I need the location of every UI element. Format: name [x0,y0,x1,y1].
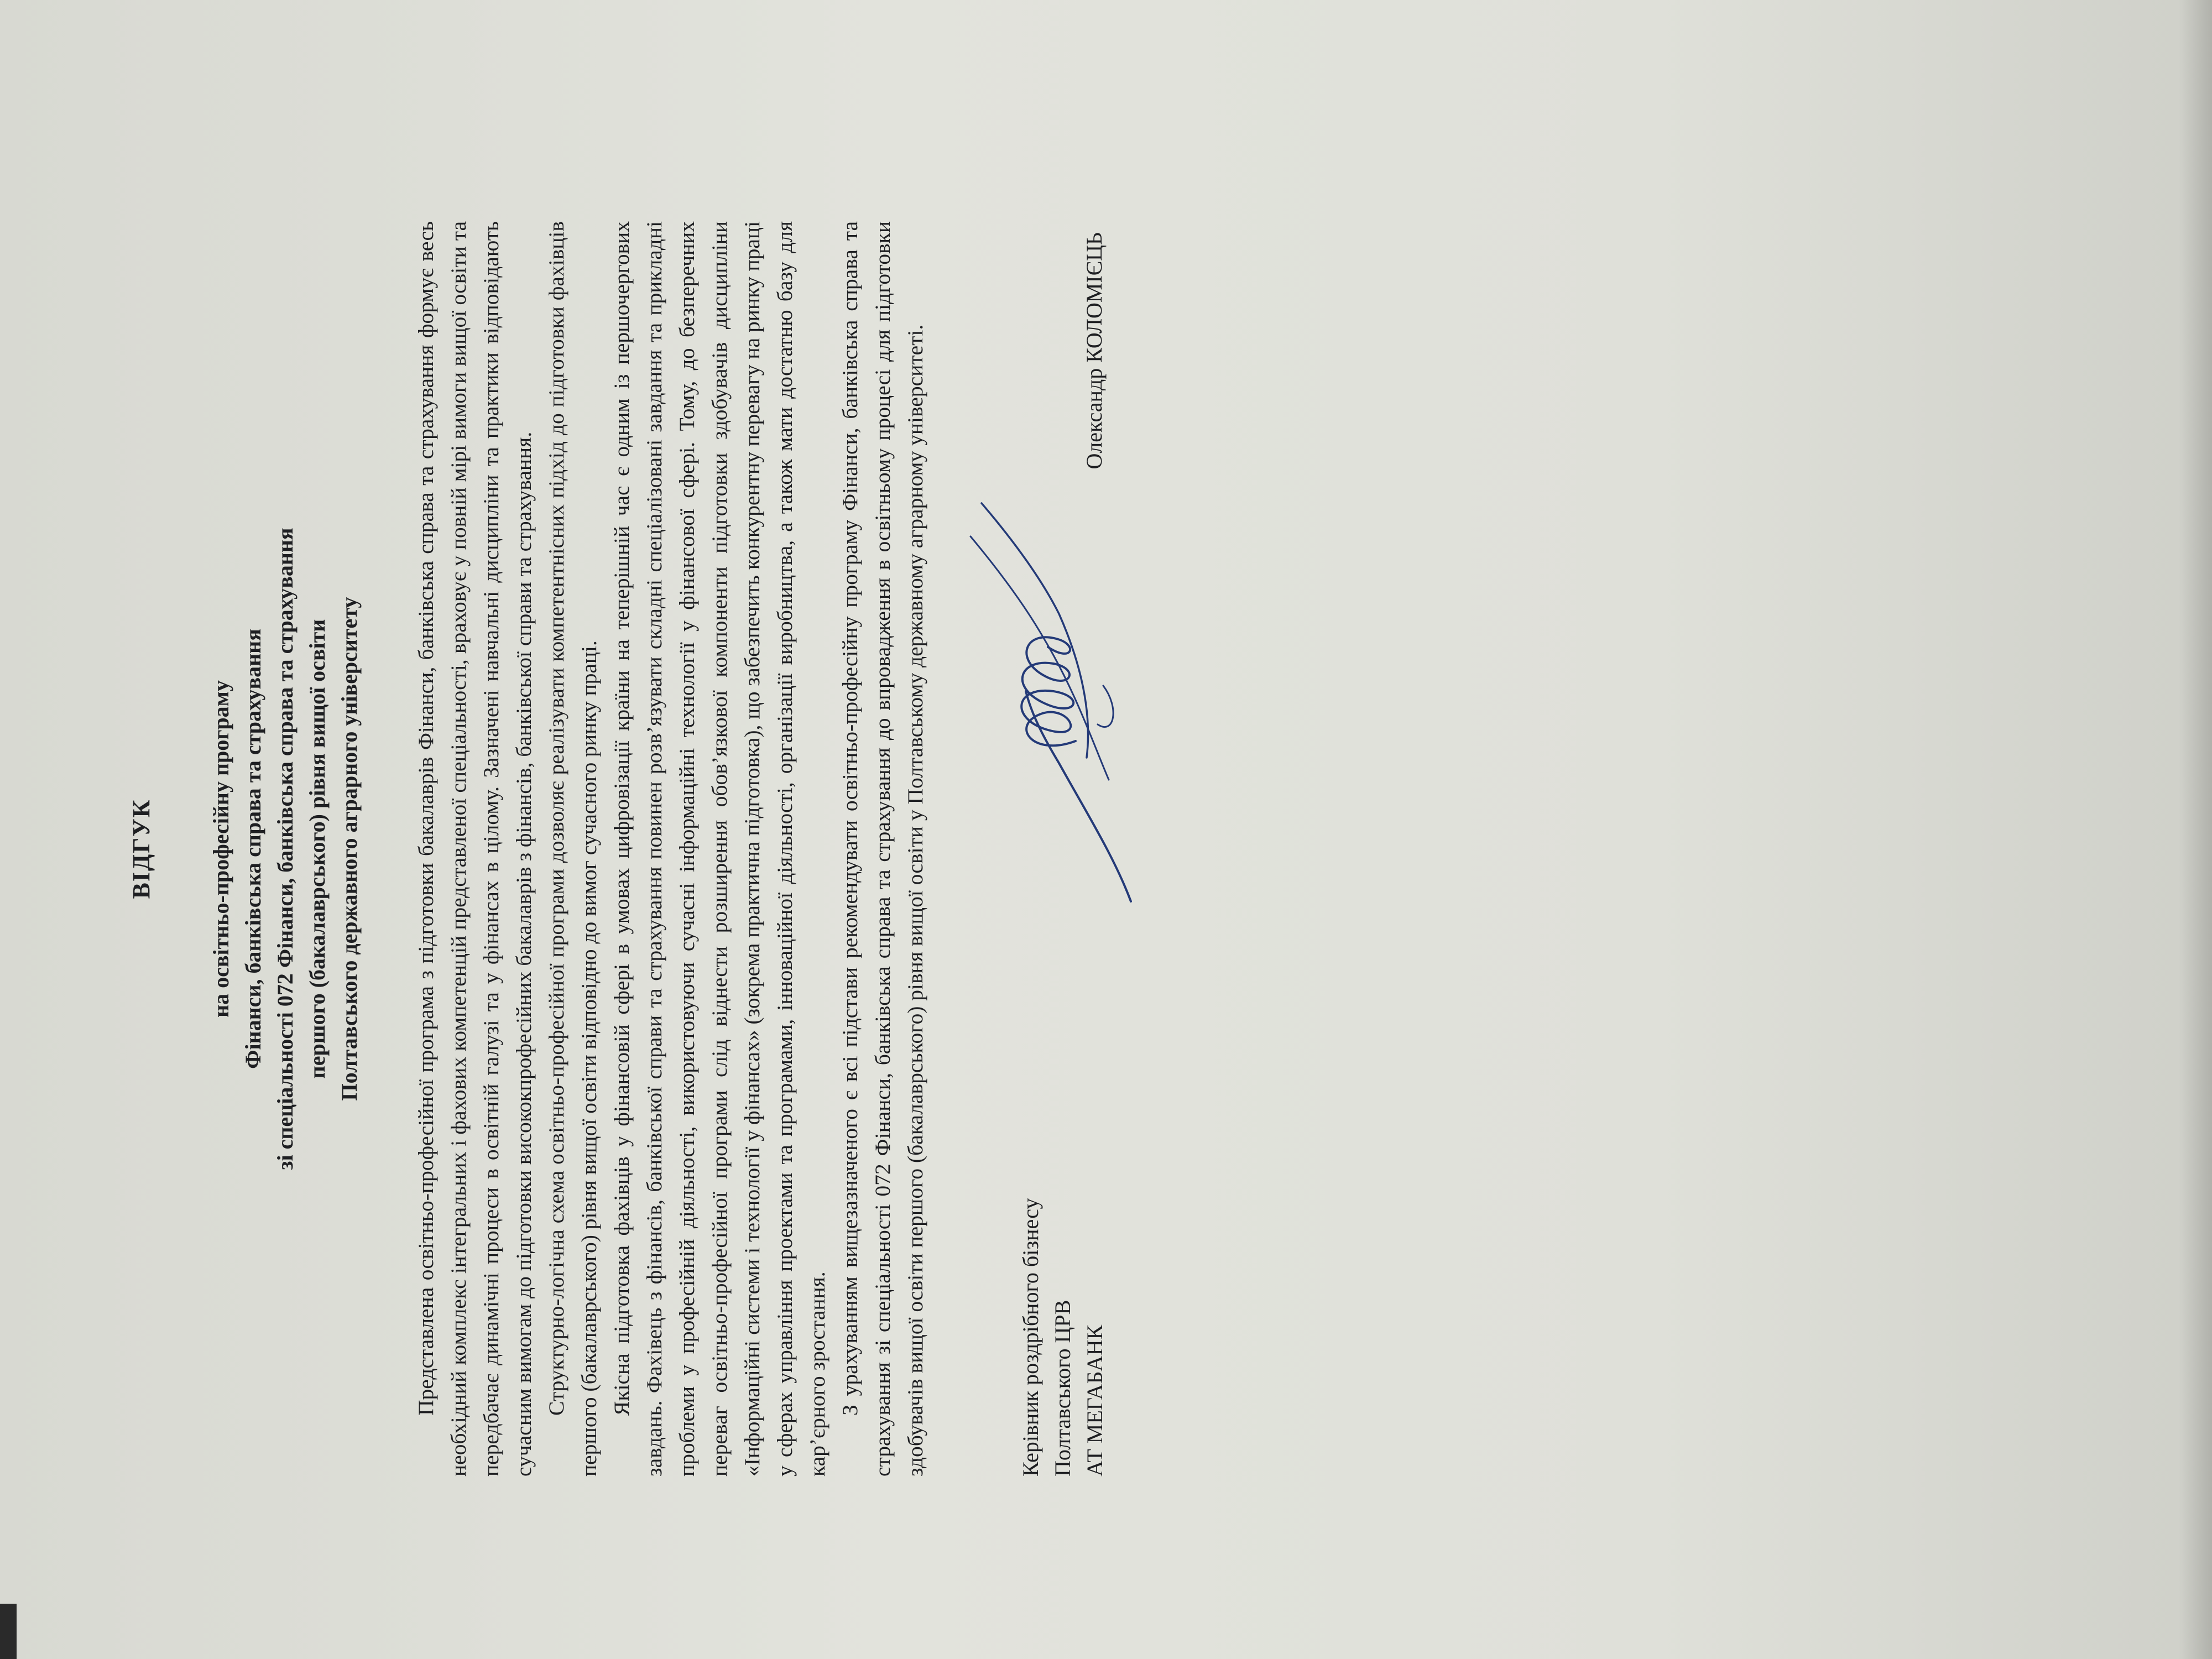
subtitle-line: зі спеціальності 072 Фінанси, банківська справа та страхування [273,528,298,1170]
body-paragraph: З урахуванням вищезазначеного є всі підстави рекомендувати освітньо-професійну програму Фінанси, банківська справа та страхування зі спеціальності 072 Фінанси, банківська справа та страхування до впровадження в освітньому процесі для підготовки здобувачів вищої освіти першого (бакалаврського) рівня вищої освіти у Полтавському державному аграрному університеті. [838,221,927,1477]
subtitle-line: на освітньо-професійну програму [208,680,233,1018]
signer-position-line: Керівник роздрібного бізнесу [1018,1198,1043,1477]
body-paragraph: Структурно-логічна схема освітньо-професійної програми дозволяє реалізувати компетентнісних підхід до підготовки фахівців першого (бакалаврського) рівня вищої освіти відповідно до вимог сучасного ринку праці. [544,221,601,1477]
body-paragraph: Якісна підготовка фахівців у фінансовій сфері в умовах цифровізації країни на теперішній час є одним із першочергових завдань. Фахівець з фінансів, банківської справи та страхування повинен розв’язувати складні спеціалізовані завдання та прикладні проблеми у професійній діяльності, використовуючи сучасні інформаційні технології у фінансової сфері. Тому, до безперечних переваг освітньо-професійної програми слід віднести розширення обов’язкової компоненти підготовки здобувачів дисципліни «Інформаційні системи і технології у фінансах» (зокрема практична підготовка), що забезпечить конкурентну перевагу на ринку праці у сферах управління проектами та програмами, інноваційної діяльності, організації виробництва, а також мати достатню базу для кар’єрного зростання. [609,221,830,1477]
document-title: ВІДГУК [128,799,155,899]
subtitle-line: Фінанси, банківська справа та страхування [241,629,265,1069]
signer-position-line: АТ МЕГАБАНК [1082,1324,1107,1477]
handwritten-signature [948,481,1181,924]
subtitle-line: першого (бакалаврського) рівня вищої освіти [305,619,330,1079]
subtitle-line: Полтавського державного аграрного університету [337,597,362,1101]
signer-position [1015,1198,1111,1477]
body-paragraph: Представлена освітньо-професійної програма з підготовки бакалаврів Фінанси, банківська справа та страхування формує весь необхідний комплекс інтегральних і фахових компетенцій представленої спеціальності, враховує у повній мірі вимоги вищої освіти та передбачає динамічні процеси в освітній галузі та у фінансах в цілому. Зазначені навчальні дисципліни та практики відповідають сучасним вимогам до підготовки висококпрофесійних бакалаврів з фінансів, банківської справи та страхування. [414,221,536,1477]
signer-position-line: Полтавського ЦРВ [1050,1300,1075,1477]
signer-name: Олександр КОЛОМІЄЦЬ [1082,232,1107,469]
document-body [410,221,932,1477]
signature-block [1015,221,1197,1477]
document-subtitle [205,221,366,1477]
